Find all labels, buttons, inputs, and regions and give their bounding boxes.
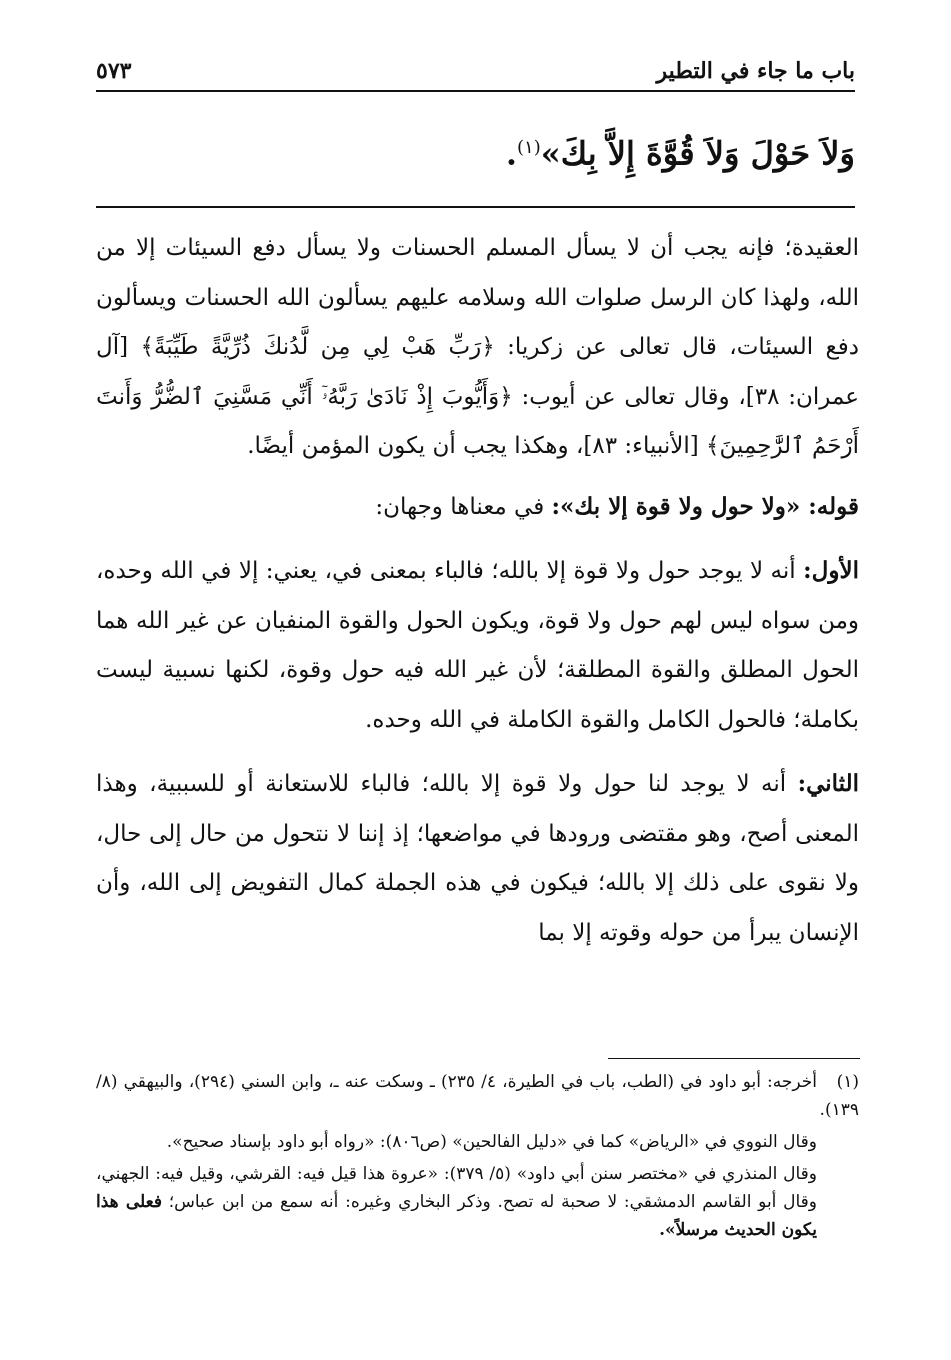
paragraph-heading	[96, 482, 859, 533]
hadith-text: وَلاَ حَوْلَ وَلاَ قُوَّةَ إِلاَّ بِكَ»	[540, 134, 855, 173]
verse-reference-1: [آل عمران: ٣٨]، وقال تعالى عن أيوب:	[96, 334, 860, 410]
paragraph-second-meaning	[96, 759, 859, 958]
footnote-1-mundhiri	[96, 1160, 859, 1244]
paragraph-intro	[96, 224, 859, 472]
footnote-reference: (١)	[516, 137, 541, 158]
mundhiri-text: وقال المنذري في «مختصر سنن أبي داود» (٥/ ٣٧٩): «عروة هذا قيل فيه: القرشي، وقيل فيه: الجهني، وقال أبو القاسم الدمشقي: لا صحبة له تصح. وذكر البخاري وغيره: أنه سمع من ابن عباس؛	[96, 1164, 817, 1212]
first-meaning-label: الأول:	[803, 557, 859, 584]
second-meaning-text: أنه لا يوجد لنا حول ولا قوة إلا بالله؛ فالباء للاستعانة أو للسببية، وهذا المعنى أصح، وهو مقتضى ورودها في مواضعها؛ إذ إننا لا نتحول من حال إلى حال، ولا نقوى على ذلك إلا بالله؛ فيكون في هذه الجملة كمال التفويض إلى الله، وأن الإنسان يبرأ من حوله وقوته إلا بما	[96, 771, 859, 946]
section-divider	[96, 206, 855, 208]
mundhiri-conclusion: فعلى هذا يكون الحديث مرسلاً».	[96, 1192, 817, 1240]
heading-lead: قوله: «ولا حول ولا قوة إلا بك»:	[551, 492, 859, 520]
footnote-1-nawawi: وقال النووي في «الرياض» كما في «دليل الفالحين» (ص٨٠٦): «رواه أبو داود بإسناد صحيح».	[166, 1132, 817, 1152]
running-title: باب ما جاء في التطير	[656, 58, 855, 84]
hadith-closing-line	[96, 118, 855, 184]
footnote-1	[96, 1068, 859, 1124]
first-meaning-text: أنه لا يوجد حول ولا قوة إلا بالله؛ فالباء بمعنى في، يعني: إلا في الله وحده، ومن سواه ليس لهم حول ولا قوة، ويكون الحول والقوة المنفيان عن غير الله هما الحول المطلق والقوة المطلقة؛ لأن غير الله فيه حول وقوة، لكنها نسبية ليست بكاملة؛ فالحول الكامل والقوة الكاملة في الله وحده.	[96, 558, 859, 733]
second-meaning-label: الثاني:	[797, 770, 860, 797]
footnote-number: (١)	[836, 1072, 860, 1092]
footnote-1-text: أخرجه: أبو داود في (الطب، باب في الطيرة، ٤/ ٢٣٥) ـ وسكت عنه ـ، وابن السني (٢٩٤)، والبيهقي (٨/ ١٣٩).	[96, 1072, 859, 1120]
heading-rest: في معناها وجهان:	[375, 493, 545, 520]
page-number: ٥٧٣	[96, 58, 132, 84]
intro-text: العقيدة؛ فإنه يجب أن لا يسأل المسلم الحسنات ولا يسأل دفع السيئات إلا من الله، ولهذا كان الرسل صلوات الله وسلامه عليهم يسألون الله الحسنات ويسألون دفع السيئات، قال تعالى عن زكريا:	[96, 235, 860, 360]
footnotes	[96, 1068, 859, 1248]
quran-verse-zakariya: ﴿رَبِّ هَبْ لِي مِن لَّدُنكَ ذُرِّيَّةً طَيِّبَةً﴾	[140, 334, 495, 360]
quran-verse-ayyub: ﴿وَأَيُّوبَ إِذْ نَادَىٰ رَبَّهُۥٓ أَنِّي مَسَّنِيَ ٱلضُّرُّ وَأَنتَ أَرْحَمُ ٱلرَّٰحِمِينَ﴾	[96, 383, 859, 459]
running-header	[96, 48, 855, 92]
footnote-rule	[608, 1058, 860, 1059]
verse-reference-2: [الأنبياء: ٨٣]، وهكذا يجب أن يكون المؤمن أيضًا.	[247, 433, 699, 459]
paragraph-first-meaning	[96, 546, 859, 745]
end-mark: .	[505, 134, 517, 173]
commentary-body	[96, 224, 859, 972]
